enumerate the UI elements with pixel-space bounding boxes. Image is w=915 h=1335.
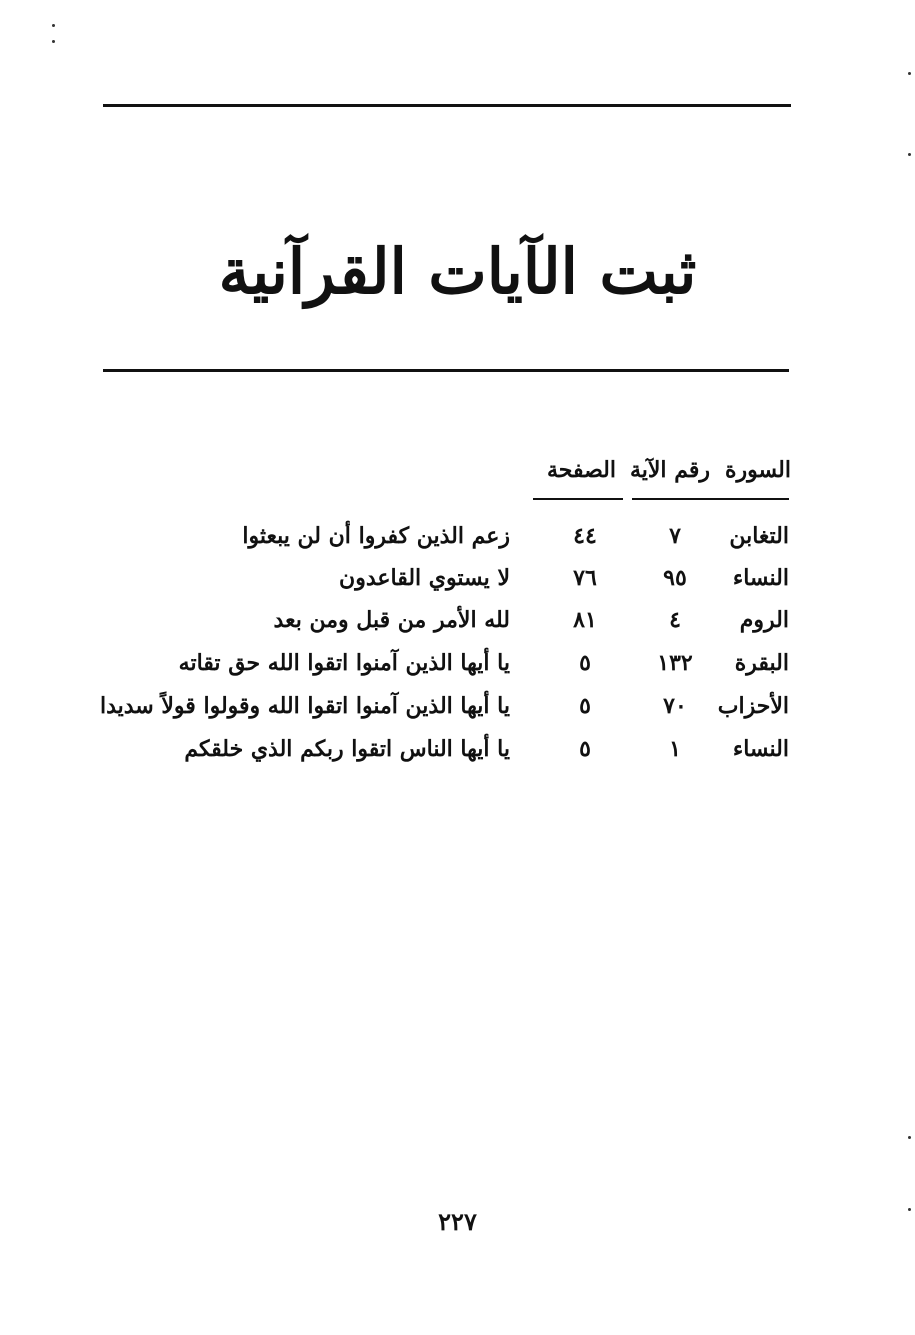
row-surah: النساء: [732, 565, 789, 591]
top-rule: [103, 104, 791, 107]
page-number: ٢٢٧: [438, 1207, 477, 1236]
scan-speck: [52, 24, 55, 27]
table-row: [0, 729, 915, 769]
header-underline-surah-ayah: [632, 498, 789, 500]
row-ayah-number: ٤: [669, 607, 681, 633]
row-ayah-text: لله الأمر من قبل ومن بعد: [273, 607, 510, 633]
row-ayah-text: زعم الذين كفروا أن لن يبعثوا: [242, 523, 510, 549]
page-title: ثبت الآيات القرآنية: [218, 235, 697, 308]
table-row: [0, 516, 915, 556]
scan-speck: [908, 1208, 911, 1211]
table-row: [0, 686, 915, 726]
row-ayah-number: ٧: [669, 523, 681, 549]
row-ayah-number: ٩٥: [663, 565, 687, 591]
row-page: ٨١: [573, 607, 597, 633]
row-ayah-text: يا أيها الناس اتقوا ربكم الذي خلقكم: [184, 736, 510, 762]
row-surah: النساء: [732, 736, 789, 762]
header-surah: السورة: [725, 457, 791, 483]
title-bottom-rule: [103, 369, 789, 372]
row-surah: التغابن: [729, 523, 789, 549]
row-surah: الأحزاب: [717, 693, 789, 719]
row-ayah-text: لا يستوي القاعدون: [339, 565, 510, 591]
table-row: [0, 558, 915, 598]
row-ayah-number: ١: [669, 736, 681, 762]
row-ayah-number: ١٣٢: [657, 650, 693, 676]
scan-speck: [52, 40, 55, 43]
row-surah: البقرة: [734, 650, 789, 676]
row-page: ٤٤: [573, 523, 597, 549]
row-page: ٧٦: [573, 565, 597, 591]
scan-speck: [908, 153, 911, 156]
row-ayah-text: يا أيها الذين آمنوا اتقوا الله حق تقاته: [178, 650, 510, 676]
scan-speck: [908, 1136, 911, 1139]
row-ayah-number: ٧٠: [663, 693, 687, 719]
row-page: ٥: [579, 693, 591, 719]
row-page: ٥: [579, 736, 591, 762]
table-row: [0, 600, 915, 640]
scan-speck: [908, 72, 911, 75]
header-underline-page: [533, 498, 623, 500]
row-surah: الروم: [739, 607, 789, 633]
header-page: الصفحة: [546, 457, 616, 483]
table-row: [0, 643, 915, 683]
row-ayah-text: يا أيها الذين آمنوا اتقوا الله وقولوا قولاً سديدا: [99, 693, 510, 719]
row-page: ٥: [579, 650, 591, 676]
header-ayah-number: رقم الآية: [629, 457, 710, 483]
